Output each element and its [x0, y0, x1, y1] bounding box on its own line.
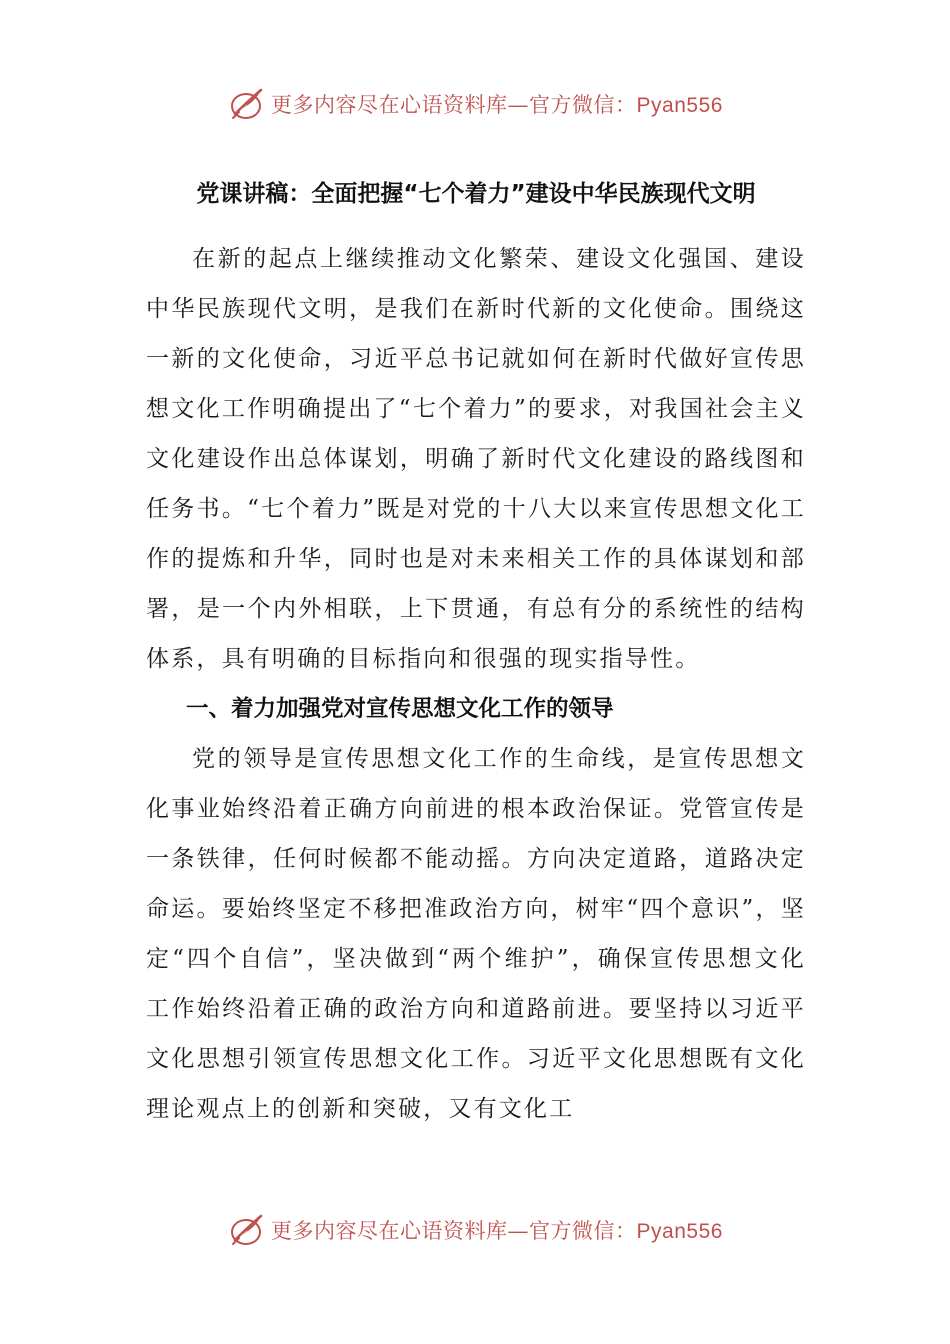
header-watermark — [0, 82, 950, 126]
watermark-text — [271, 89, 723, 119]
watermark-wechat-label: 官方微信： — [529, 93, 637, 117]
section-heading-1: 一、着力加强党对宣传思想文化工作的领导 — [186, 696, 614, 722]
intro-paragraph: 在新的起点上继续推动文化繁荣、建设文化强国、建设中华民族现代文明，是我们在新时代新的文化使命。围绕这一新的文化使命，习近平总书记就如何在新时代做好宣传思想文化工作明确提出了“七个着力”的要求，对我国社会主义文化建设作出总体谋划，明确了新时代文化建设的路线图和任务书。“七个着力”既是对党的十八大以来宣传思想文化工作的提炼和升华，同时也是对未来相关工作的具体谋划和部署，是一个内外相联，上下贯通，有总有分的系统性的结构体系，具有明确的目标指向和很强的现实指导性。 — [146, 246, 806, 672]
section-1-paragraph: 党的领导是宣传思想文化工作的生命线，是宣传思想文化事业始终沿着正确方向前进的根本政治保证。党管宣传是一条铁律，任何时候都不能动摇。方向决定道路，道路决定命运。要始终坚定不移把准政治方向，树牢“四个意识”，坚定“四个自信”，坚决做到“两个维护”，确保宣传思想文化工作始终沿着正确的政治方向和道路前进。要坚持以习近平文化思想引领宣传思想文化工作。习近平文化思想既有文化理论观点上的创新和突破，又有文化工 — [146, 746, 806, 1122]
quill-pen-logo-icon — [227, 84, 267, 124]
watermark-wechat-id: Pyan556 — [636, 1220, 723, 1243]
watermark-text — [271, 1215, 723, 1245]
watermark-wechat-label: 官方微信： — [529, 1219, 637, 1243]
quill-pen-logo-icon — [227, 1210, 267, 1250]
watermark-separator: — — [507, 93, 530, 117]
document-body — [146, 166, 806, 1134]
watermark-wechat-id: Pyan556 — [636, 94, 723, 117]
watermark-separator: — — [507, 1219, 530, 1243]
document-title: 党课讲稿：全面把握“七个着力”建设中华民族现代文明 — [196, 181, 756, 207]
watermark-site-text: 更多内容尽在心语资料库 — [271, 1219, 508, 1243]
watermark-site-text: 更多内容尽在心语资料库 — [271, 93, 508, 117]
footer-watermark — [0, 1208, 950, 1252]
